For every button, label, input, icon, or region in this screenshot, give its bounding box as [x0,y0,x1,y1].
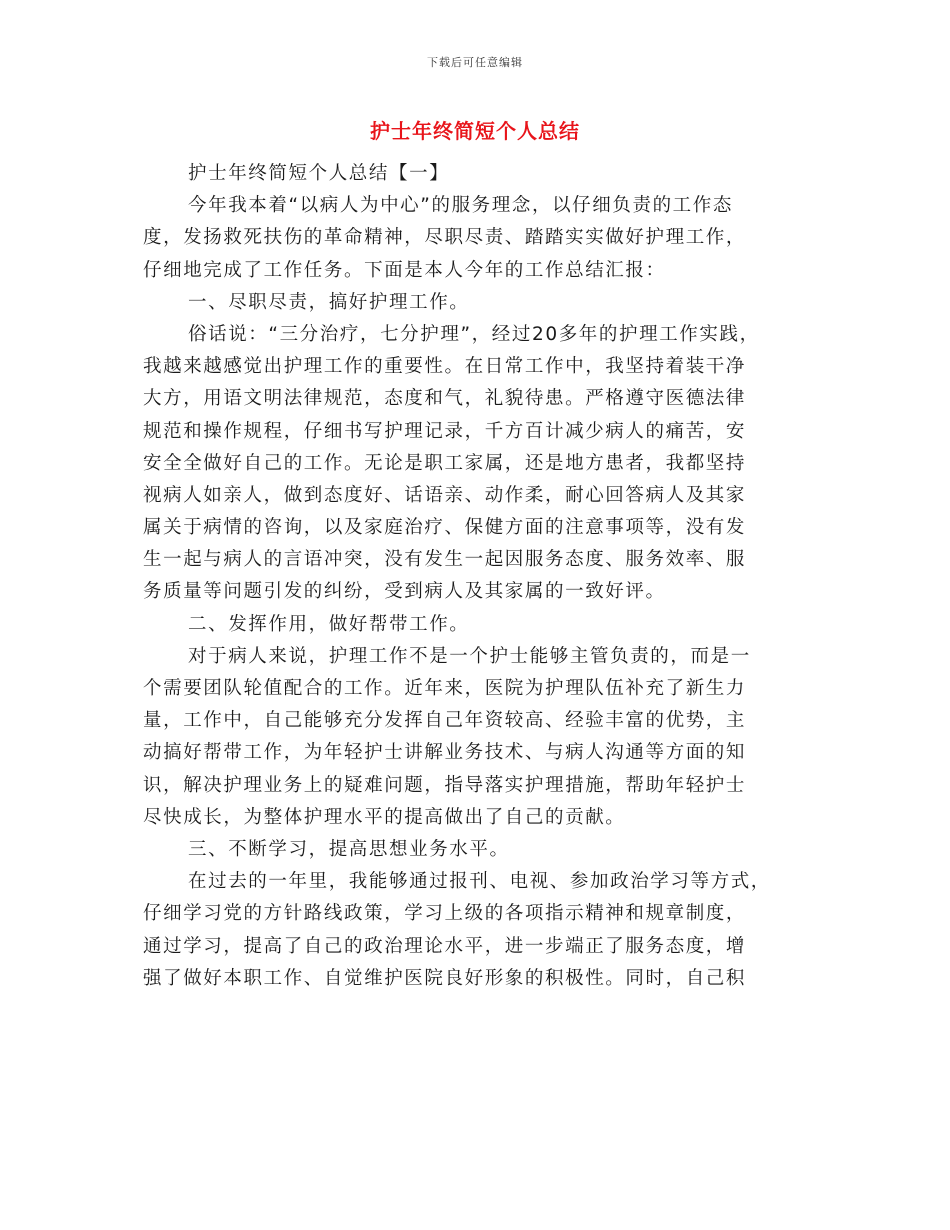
text-line: 对于病人来说，护理工作不是一个护士能够主管负责的，而是一 [188,645,751,667]
document-title: 护士年终简短个人总结 [370,119,580,143]
text-line: 通过学习，提高了自己的政治理论水平，进一步端正了服务态度，增 [143,935,747,957]
text-line: 度，发扬救死扶伤的革命精神，尽职尽责、踏踏实实做好护理工作， [143,227,747,249]
text-line: 俗话说：“三分治疗，七分护理”，经过20多年的护理工作实践， [188,323,760,345]
text-line: 在过去的一年里，我能够通过报刊、电视、参加政治学习等方式， [188,871,771,893]
text-line: 大方，用语文明法律规范，态度和气，礼貌待患。严格遵守医德法律 [143,388,747,410]
text-line: 动搞好帮带工作，为年轻护士讲解业务技术、与病人沟通等方面的知 [143,742,747,764]
section-heading: 三、不断学习，提高思想业务水平。 [188,838,510,860]
text-line: 属关于病情的咨询，以及家庭治疗、保健方面的注意事项等，没有发 [143,517,747,539]
text-line: 安全全做好自己的工作。无论是职工家属，还是地方患者，我都坚持 [143,452,747,474]
text-line: 仔细学习党的方针路线政策，学习上级的各项指示精神和规章制度， [143,903,747,925]
header-note: 下载后可任意编辑 [427,56,523,69]
text-line: 识，解决护理业务上的疑难问题，指导落实护理措施，帮助年轻护士 [143,774,747,796]
text-line: 今年我本着“以病人为中心”的服务理念，以仔细负责的工作态 [188,195,733,217]
text-line: 规范和操作规程，仔细书写护理记录，千方百计减少病人的痛苦，安 [143,420,747,442]
text-line: 仔细地完成了工作任务。下面是本人今年的工作总结汇报： [143,259,666,281]
text-line: 个需要团队轮值配合的工作。近年来，医院为护理队伍补充了新生力 [143,678,747,699]
text-line: 量，工作中，自己能够充分发挥自己年资较高、经验丰富的优势，主 [143,710,747,732]
text-line: 护士年终简短个人总结【一】 [188,163,450,184]
section-heading: 二、发挥作用，做好帮带工作。 [188,613,470,635]
text-line: 我越来越感觉出护理工作的重要性。在日常工作中，我坚持着装干净 [143,356,747,378]
text-line: 强了做好本职工作、自觉维护医院良好形象的积极性。同时，自己积 [143,967,747,989]
text-line: 生一起与病人的言语冲突，没有发生一起因服务态度、服务效率、服 [143,549,747,571]
section-heading: 一、尽职尽责，搞好护理工作。 [188,291,470,313]
text-line: 视病人如亲人，做到态度好、话语亲、动作柔，耐心回答病人及其家 [143,484,747,506]
text-line: 务质量等问题引发的纠纷，受到病人及其家属的一致好评。 [143,581,666,603]
text-line: 尽快成长，为整体护理水平的提高做出了自己的贡献。 [143,806,626,828]
document-body [143,158,808,995]
